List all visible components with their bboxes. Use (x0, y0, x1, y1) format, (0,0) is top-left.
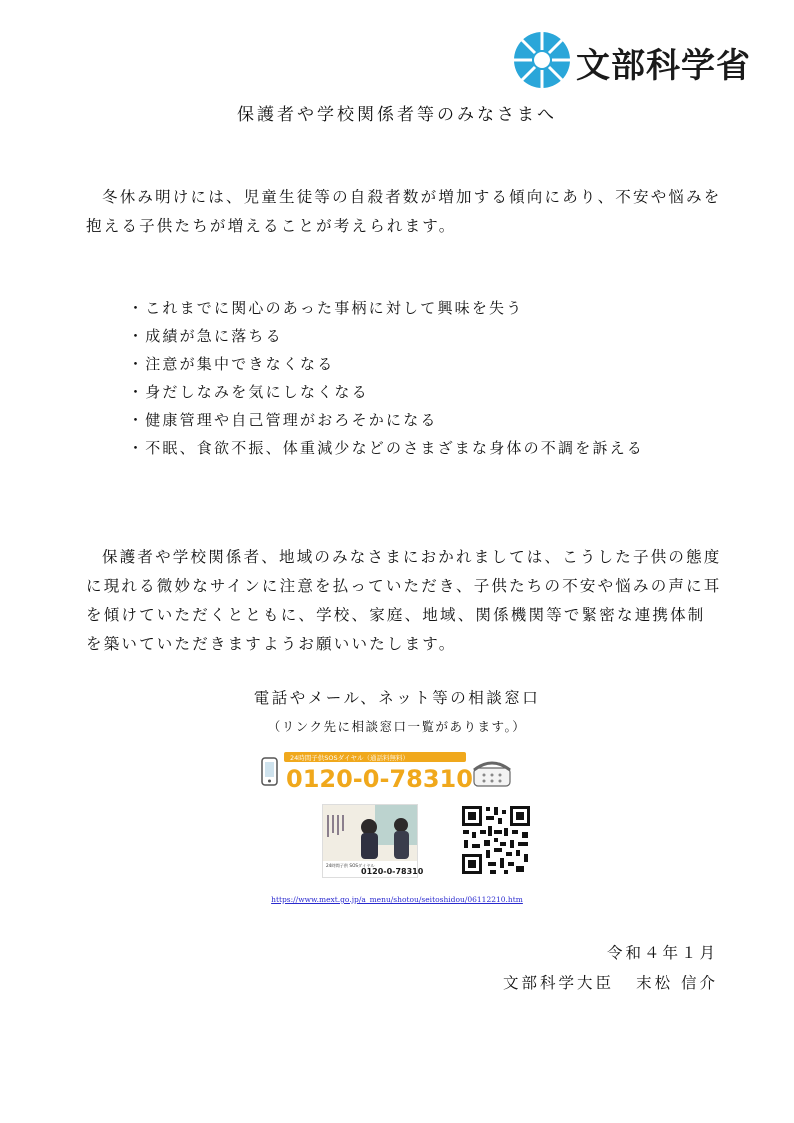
page-title: 保護者や学校関係者等のみなさまへ (237, 105, 557, 125)
signature-name: 末松 信介 (636, 974, 718, 992)
consultation-heading: 電話やメール、ネット等の相談窓口 (253, 689, 541, 707)
warning-sign-item: ・健康管理や自己管理がおろそかになる (128, 411, 438, 429)
banner-phone-number: 0120-0-78310 (286, 765, 473, 793)
intro-paragraph: 冬休み明けには、児童生徒等の自殺者数が増加する傾向にあり、不安や悩みを抱える子供たちが増えることが考えられます。 (86, 188, 722, 235)
signature (503, 971, 718, 993)
poster-illustration (323, 805, 424, 877)
signature-title: 文部科学大臣 (503, 974, 615, 992)
warning-sign-item: ・不眠、食欲不振、体重減少などのさまざまな身体の不調を訴える (128, 439, 645, 457)
sos-poster-image[interactable] (322, 804, 424, 878)
warning-sign-item: ・身だしなみを気にしなくなる (128, 383, 369, 401)
mobile-phone-icon (262, 758, 277, 785)
warning-sign-item: ・これまでに関心のあった事柄に対して興味を失う (128, 299, 524, 317)
consultation-link[interactable]: https://www.mext.go.jp/a_menu/shotou/seitoshidou/06112210.htm (271, 895, 523, 904)
mext-logo-mark-icon (512, 30, 572, 90)
warning-signs-list (128, 294, 644, 462)
mext-logo-text: 文部科学省 (576, 46, 751, 86)
warning-sign-item: ・注意が集中できなくなる (128, 355, 335, 373)
warning-sign-item: ・成績が急に落ちる (128, 327, 283, 345)
desk-phone-icon (474, 763, 510, 786)
qr-code-icon[interactable] (460, 804, 532, 876)
issue-date: 令和４年１月 (606, 944, 718, 962)
poster-phone-number: 0120-0-78310 (361, 867, 424, 876)
sos-dial-banner[interactable] (260, 750, 515, 792)
request-paragraph: 保護者や学校関係者、地域のみなさまにおかれましては、こうした子供の態度に現れる微妙なサインに注意を払っていただき、子供たちの不安や悩みの声に耳を傾けていただくとともに、学校、家庭、地域、関係機関等で緊密な連携体制を築いていただきますようお願いいたします。 (86, 548, 722, 653)
poster-label: 24時間子供 SOSダイヤル (326, 863, 375, 868)
banner-label: 24時間子供SOSダイヤル（通話料無料） (290, 754, 409, 762)
mext-logo (512, 30, 751, 92)
consultation-note: （リンク先に相談窓口一覧があります。） (267, 719, 527, 734)
